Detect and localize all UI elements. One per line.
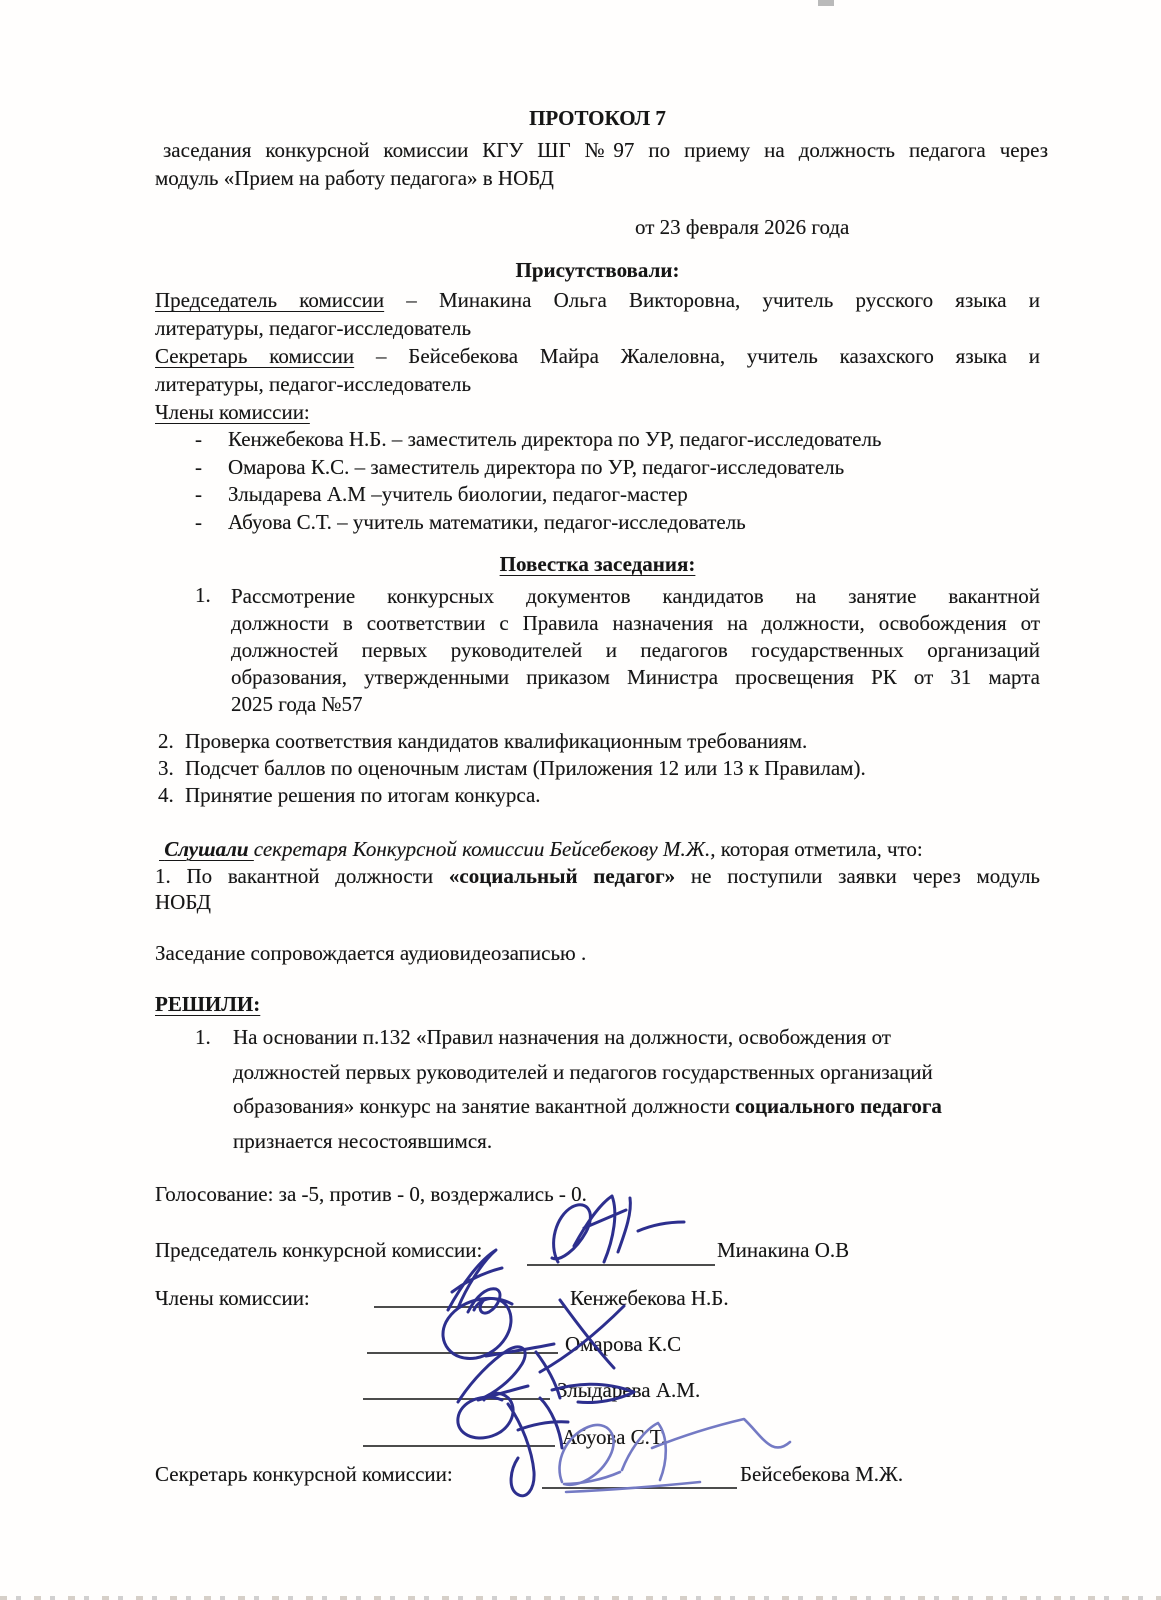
secretary-line-1 [155,343,1040,370]
member-sign-name: Омарова К.С [565,1332,682,1356]
secretary-sign-label: Секретарь конкурсной комиссии: [155,1462,453,1486]
member-sign-name: Злыдарева А.М. [557,1378,701,1402]
chairman-line-1 [155,287,1040,314]
members-label: Члены комиссии: [155,400,310,424]
recording-note: Заседание сопровождается аудиовидеозаписью . [155,941,587,965]
decision-heading: РЕШИЛИ: [155,992,261,1016]
signature-line [367,1352,558,1354]
member-sign-name: Кенжебекова Н.Б. [570,1286,729,1310]
member-item: - Злыдарева А.М –учитель биологии, педагог-мастер [195,482,688,506]
member-item: - Кенжебекова Н.Б. – заместитель директора по УР, педагог-исследователь [195,427,882,451]
signature-line [363,1398,550,1400]
secretary-sign-name: Бейсебекова М.Ж. [740,1462,904,1486]
signature-line [542,1487,737,1489]
signature-line [527,1264,715,1266]
agenda-item-4: 4. Принятие решения по итогам конкурса. [158,783,541,807]
heard-label: Слушали [159,837,254,861]
heard-line-1: Слушали секретаря Конкурсной комиссии Бейсебекову М.Ж., которая отметила, что: [159,837,923,861]
member-item: - Омарова К.С. – заместитель директора по УР, педагог-исследователь [195,455,845,479]
voting-results: Голосование: за -5, против - 0, воздержались - 0. [155,1182,587,1206]
chairman-rest: – Минакина Ольга Викторовна, учитель русского языка и [384,288,1040,312]
attendees-heading: Присутствовали: [515,258,680,282]
list-marker: - [195,482,202,506]
heard-line-3: НОБД [155,890,211,914]
agenda-item-2: 2. Проверка соответствия кандидатов квалификационным требованиям. [158,729,808,753]
decision-item-1-number: 1. [195,1025,211,1049]
signature-line [374,1306,566,1308]
chairman-line-2: литературы, педагог-исследователь [155,316,472,340]
chairman-sign-name: Минакина О.В [717,1238,850,1262]
signature-row-secretary [155,1462,1055,1506]
chairman-sign-label: Председатель конкурсной комиссии: [155,1238,483,1262]
agenda-item-1: 1. Рассмотрение конкурсных документов кандидатов на занятие вакантной должности в соответствии с Правила назначения на должности, освобождения от должностей первых руководителей и педагогов государственных организаций образования, утвержденными приказом Министра просвещения РК от 31 марта 2025 года №57 [195,583,1040,716]
signature-row-member-1 [155,1286,1055,1330]
agenda-heading: Повестка заседания: [499,552,696,576]
secretary-line-2: литературы, педагог-исследователь [155,372,472,396]
subtitle-line-1: заседания конкурсной комиссии КГУ ШГ №97 по приему на должность педагога через [163,138,1048,162]
members-sign-label: Члены комиссии: [155,1286,310,1310]
subtitle-line-2: модуль «Прием на работу педагога» в НОБД [155,166,554,190]
scan-artifact-bottom [0,1596,1161,1600]
list-marker: - [195,510,202,534]
scan-artifact-top [818,0,834,6]
signature-row-member-2 [155,1332,1055,1376]
agenda-item-3: 3. Подсчет баллов по оценочным листам (Приложения 12 или 13 к Правилам). [158,756,866,780]
vacancy-name: «социальный педагог» [448,864,676,888]
chairman-label: Председатель комиссии [155,288,385,312]
list-marker: - [195,455,202,479]
secretary-label: Секретарь комиссии [155,344,355,368]
page-title: ПРОТОКОЛ 7 [529,106,666,130]
list-marker: - [195,427,202,451]
member-item: - Абуова С.Т. – учитель математики, педагог-исследователь [195,510,746,534]
heard-line-2: 1. По вакантной должности «социальный педагог» не поступили заявки через модуль [155,864,1041,888]
agenda-item-1-number: 1. [195,583,211,607]
vacancy-name-decision: социального педагога [735,1094,942,1119]
member-sign-name: Абуова С.Т. [562,1425,666,1449]
signature-row-chairman [155,1238,1055,1282]
signature-row-member-3 [155,1378,1055,1422]
secretary-rest: – Бейсебекова Майра Жалеловна, учитель казахского языка и [354,344,1040,368]
decision-item-1: 1. На основании п.132 «Правил назначения на должности, освобождения от должностей первых руководителей и педагогов государственных организаций образования» конкурс на занятие вакантной должности социального педагога признается несостоявшимся. [155,1020,1040,1158]
signature-line [363,1445,555,1447]
date-line: от 23 февраля 2026 года [635,215,850,239]
